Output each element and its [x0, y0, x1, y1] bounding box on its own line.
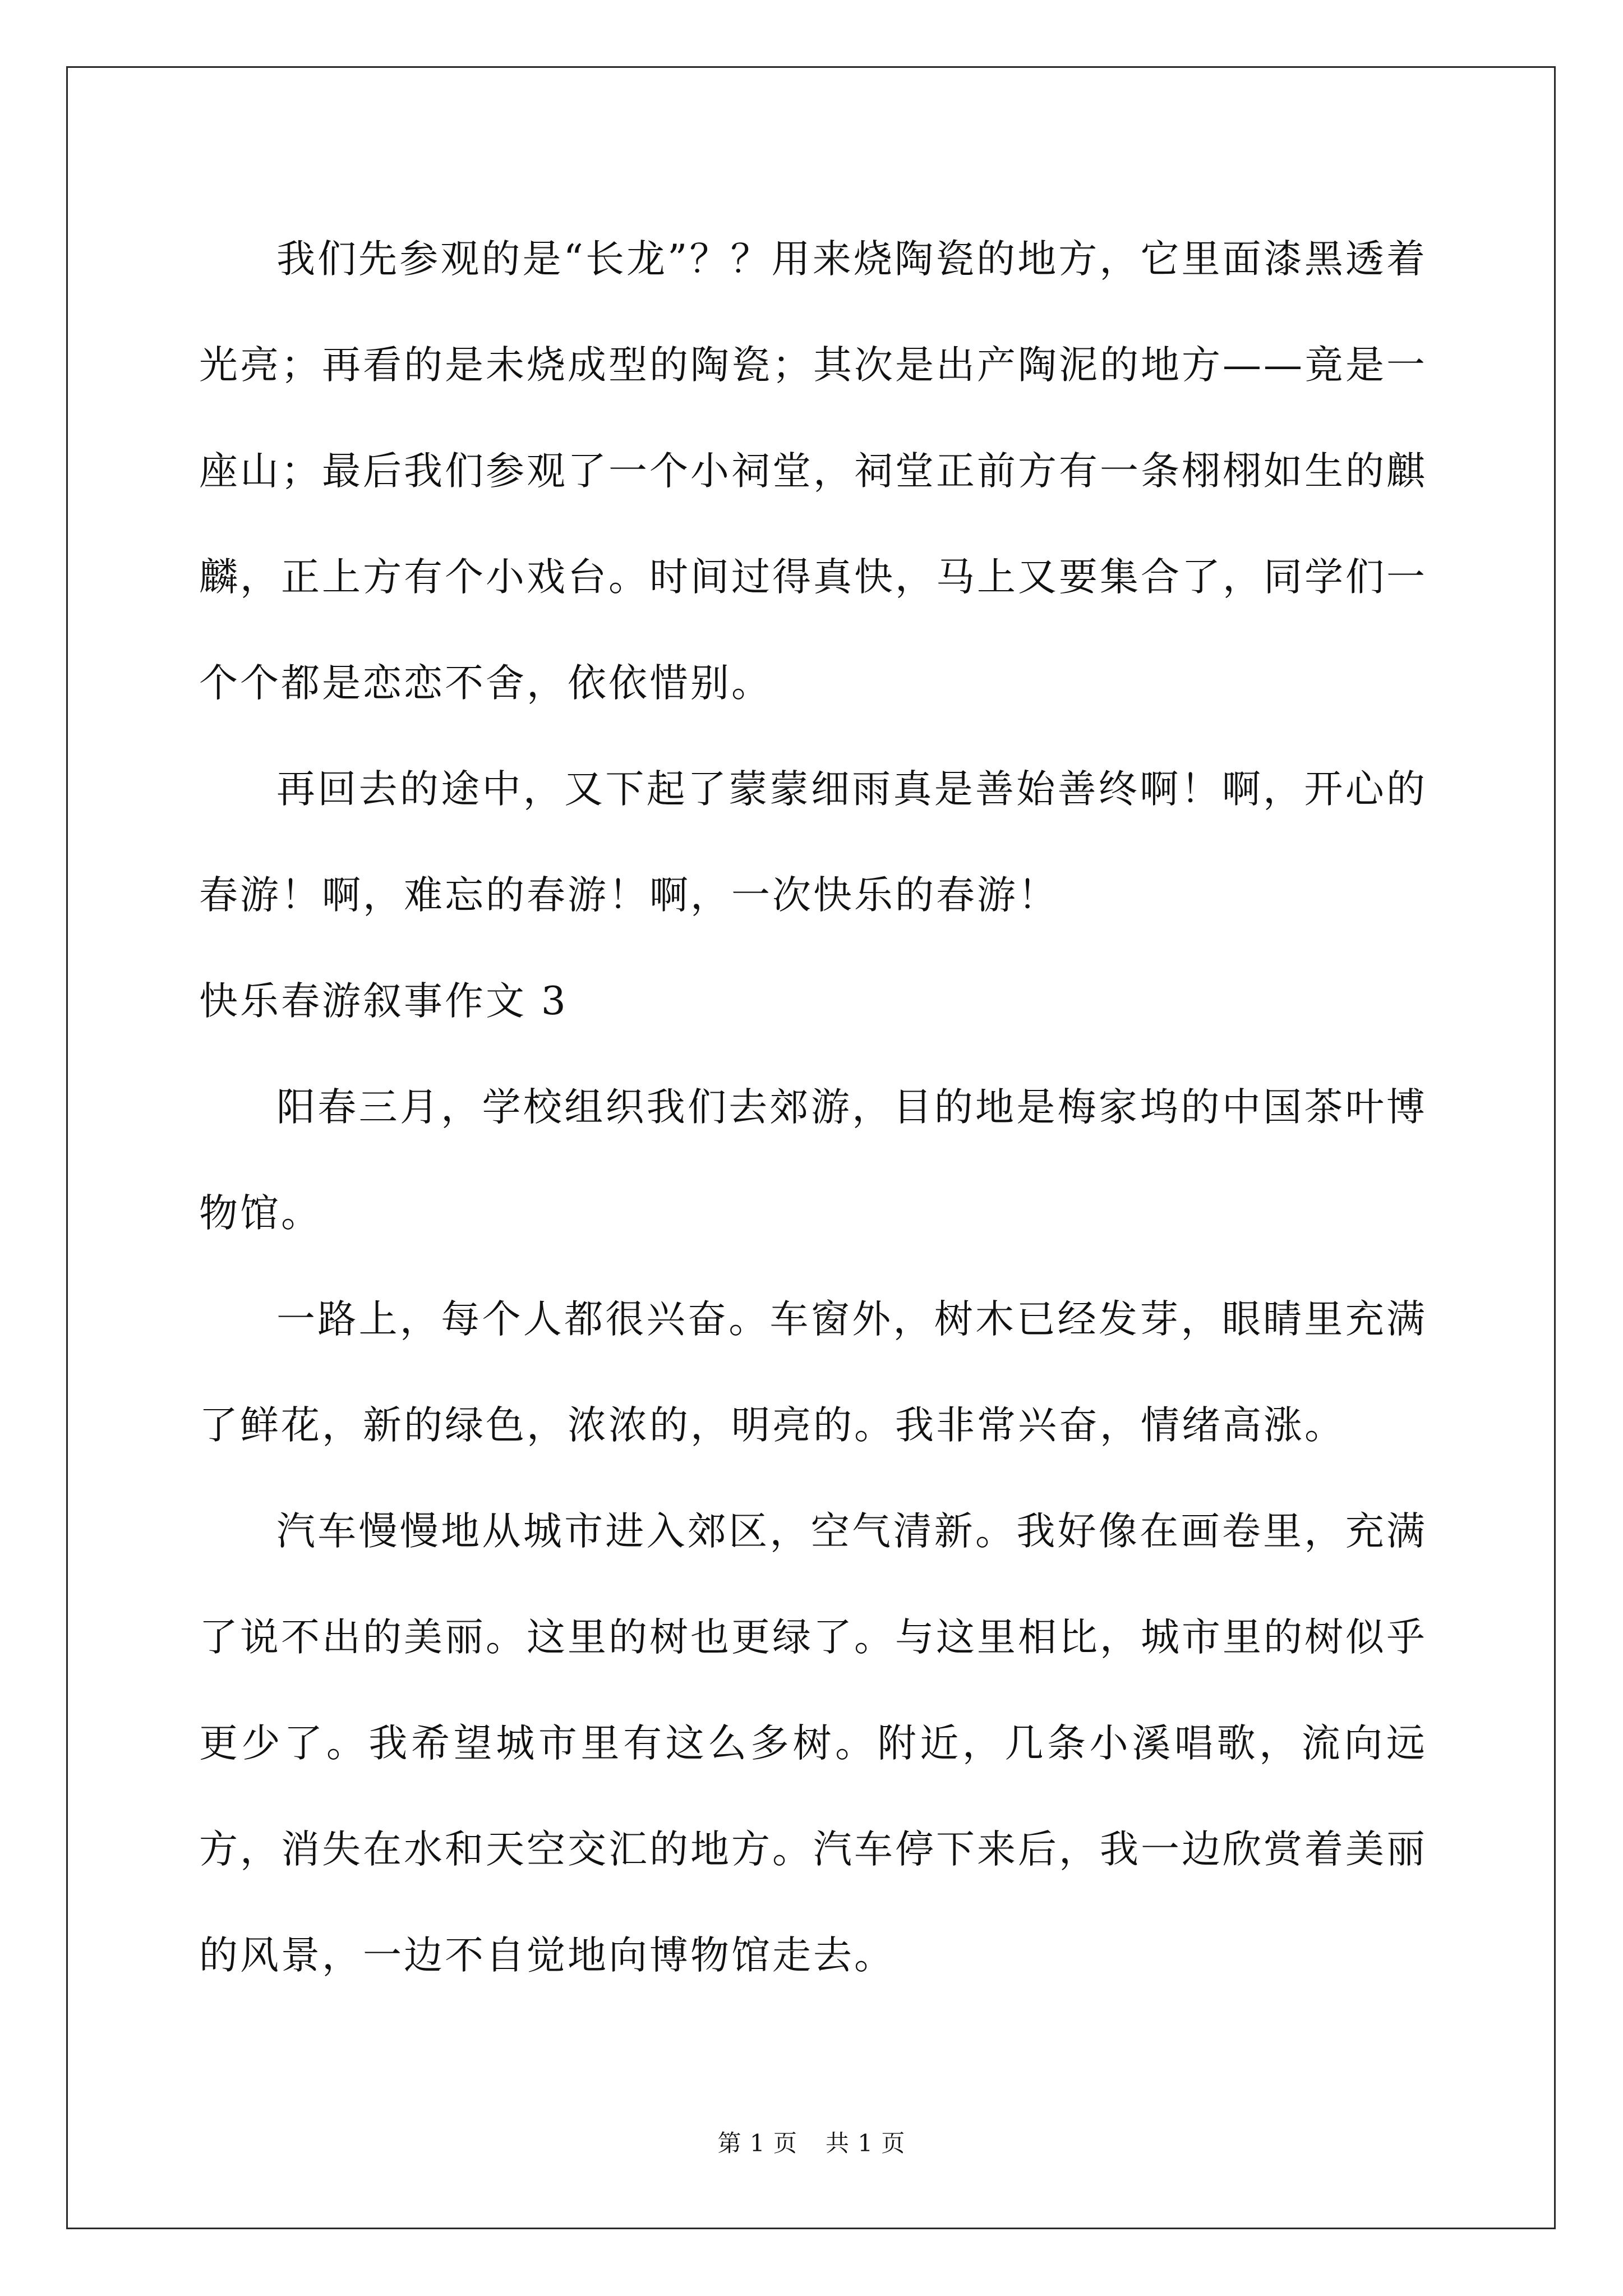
page-footer	[0, 2125, 1623, 2159]
page-number: 第 1 页	[717, 2129, 797, 2157]
section-heading: 快乐春游叙事作文 3	[199, 979, 568, 1024]
document-body	[199, 206, 1427, 2009]
page-count: 共 1 页	[826, 2129, 906, 2157]
paragraph-3: 阳春三月，学校组织我们去郊游，目的地是梅家坞的中国茶叶博物馆。	[199, 1085, 1427, 1236]
paragraph-4: 一路上，每个人都很兴奋。车窗外，树木已经发芽，眼睛里充满了鲜花，新的绿色，浓浓的，明亮的。我非常兴奋，情绪高涨。	[199, 1297, 1427, 1448]
paragraph-5: 汽车慢慢地从城市进入郊区，空气清新。我好像在画卷里，充满了说不出的美丽。这里的树也更绿了。与这里相比，城市里的树似乎更少了。我希望城市里有这么多树。附近，几条小溪唱歌，流向远方，消失在水和天空交汇的地方。汽车停下来后，我一边欣赏着美丽的风景，一边不自觉地向博物馆走去。	[199, 1509, 1427, 1978]
paragraph-1: 我们先参观的是“长龙”？？用来烧陶瓷的地方，它里面漆黑透着光亮；再看的是未烧成型的陶瓷；其次是出产陶泥的地方——竟是一座山；最后我们参观了一个小祠堂，祠堂正前方有一条栩栩如生的麒麟，正上方有个小戏台。时间过得真快，马上又要集合了，同学们一个个都是恋恋不舍，依依惜别。	[199, 237, 1427, 706]
paragraph-2: 再回去的途中，又下起了蒙蒙细雨真是善始善终啊！啊，开心的春游！啊，难忘的春游！啊，一次快乐的春游！	[199, 767, 1427, 918]
